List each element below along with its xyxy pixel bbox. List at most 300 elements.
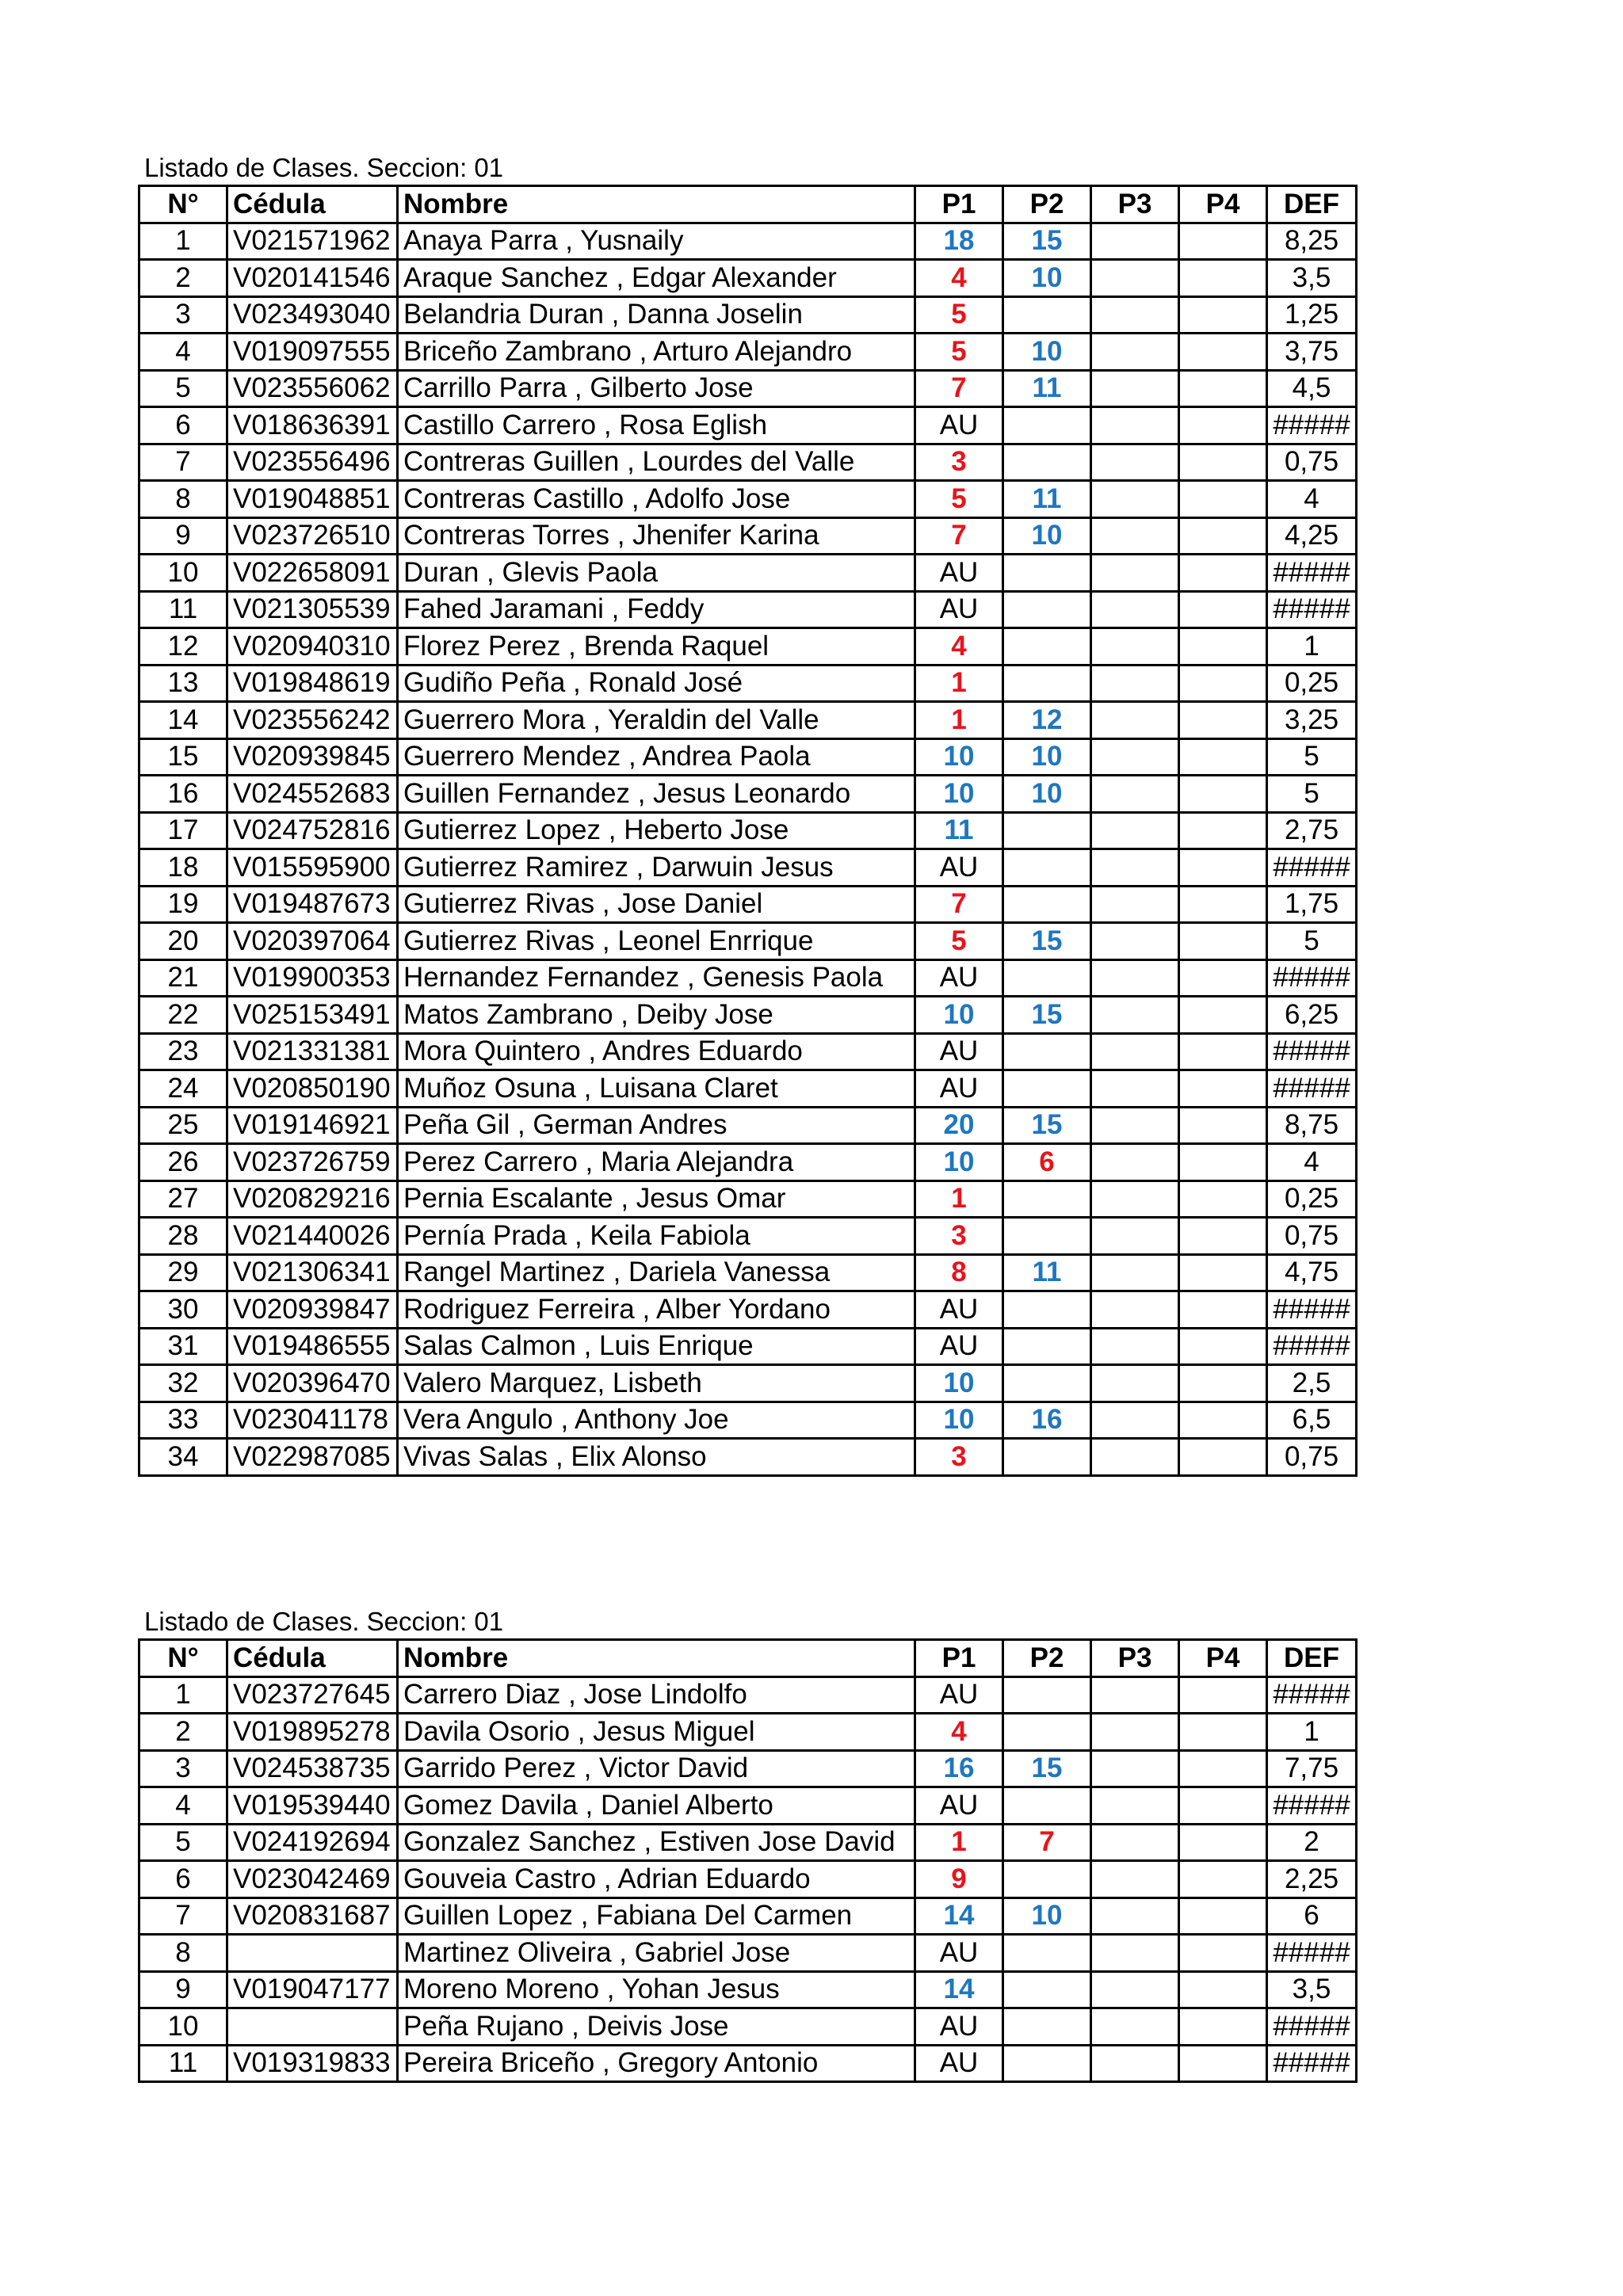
p3-cell (1091, 1676, 1179, 1714)
table-row (139, 959, 1357, 997)
table-row (139, 1180, 1357, 1218)
p2-cell (1003, 1180, 1091, 1218)
row-number: 19 (139, 886, 227, 923)
table-row (139, 1935, 1357, 1972)
p1-cell: AU (915, 1328, 1003, 1365)
def-cell: 4 (1267, 481, 1357, 518)
def-cell: 3,75 (1267, 334, 1357, 371)
table-row (139, 1218, 1357, 1255)
def-cell: 3,5 (1267, 260, 1357, 297)
p1-cell: 7 (915, 370, 1003, 407)
p4-cell (1179, 1291, 1267, 1329)
name-cell: Araque Sanchez , Edgar Alexander (398, 260, 915, 297)
p3-cell (1091, 1861, 1179, 1898)
p4-cell (1179, 1107, 1267, 1144)
table-row (139, 1144, 1357, 1181)
table-row (139, 886, 1357, 923)
row-number: 9 (139, 517, 227, 555)
def-cell: 6,5 (1267, 1402, 1357, 1439)
table-body (139, 223, 1357, 1475)
cedula-cell: V023042469 (227, 1861, 398, 1898)
p2-cell (1003, 1033, 1091, 1070)
p1-cell: 1 (915, 1180, 1003, 1218)
row-number: 26 (139, 1144, 227, 1181)
p2-cell: 10 (1003, 1897, 1091, 1935)
name-cell: Salas Calmon , Luis Enrique (398, 1328, 915, 1365)
p3-cell (1091, 1714, 1179, 1751)
cedula-cell: V020397064 (227, 923, 398, 960)
header-nombre: Nombre (398, 1640, 915, 1677)
p1-cell: AU (915, 1787, 1003, 1825)
p1-cell: AU (915, 2045, 1003, 2082)
p2-cell: 10 (1003, 517, 1091, 555)
cedula-cell: V023493040 (227, 296, 398, 334)
header-def: DEF (1267, 186, 1357, 223)
def-cell: ##### (1267, 591, 1357, 628)
p2-cell: 7 (1003, 1824, 1091, 1861)
section-caption: Listado de Clases. Seccion: 01 (144, 153, 504, 182)
row-number: 6 (139, 1861, 227, 1898)
def-cell: 0,25 (1267, 665, 1357, 702)
class-list-section-2 (138, 1605, 1350, 2083)
p3-cell (1091, 849, 1179, 887)
p1-cell: 10 (915, 776, 1003, 813)
p4-cell (1179, 1935, 1267, 1972)
row-number: 25 (139, 1107, 227, 1144)
p4-cell (1179, 776, 1267, 813)
cedula-cell: V023556496 (227, 444, 398, 481)
row-number: 23 (139, 1033, 227, 1070)
row-number: 3 (139, 1750, 227, 1787)
def-cell: 5 (1267, 923, 1357, 960)
name-cell: Gutierrez Lopez , Heberto Jose (398, 812, 915, 849)
row-number: 28 (139, 1218, 227, 1255)
p1-cell: AU (915, 1935, 1003, 1972)
header-p2: P2 (1003, 1640, 1091, 1677)
cedula-cell: V023556242 (227, 702, 398, 739)
cedula-cell: V020141546 (227, 260, 398, 297)
p2-cell (1003, 2008, 1091, 2046)
def-cell: 1,75 (1267, 886, 1357, 923)
p4-cell (1179, 1180, 1267, 1218)
p3-cell (1091, 1935, 1179, 1972)
p4-cell (1179, 849, 1267, 887)
p2-cell: 10 (1003, 260, 1091, 297)
cedula-cell: V022987085 (227, 1439, 398, 1476)
table-header-row (139, 1640, 1357, 1677)
name-cell: Rodriguez Ferreira , Alber Yordano (398, 1291, 915, 1329)
cedula-cell: V024552683 (227, 776, 398, 813)
name-cell: Muñoz Osuna , Luisana Claret (398, 1070, 915, 1108)
row-number: 2 (139, 260, 227, 297)
p3-cell (1091, 959, 1179, 997)
row-number: 14 (139, 702, 227, 739)
cedula-cell: V019487673 (227, 886, 398, 923)
name-cell: Carrillo Parra , Gilberto Jose (398, 370, 915, 407)
p2-cell: 10 (1003, 334, 1091, 371)
name-cell: Gudiño Peña , Ronald José (398, 665, 915, 702)
name-cell: Martinez Oliveira , Gabriel Jose (398, 1935, 915, 1972)
p3-cell (1091, 1824, 1179, 1861)
name-cell: Duran , Glevis Paola (398, 555, 915, 592)
p4-cell (1179, 2045, 1267, 2082)
name-cell: Vera Angulo , Anthony Joe (398, 1402, 915, 1439)
p3-cell (1091, 407, 1179, 444)
p2-cell (1003, 628, 1091, 666)
def-cell: ##### (1267, 2045, 1357, 2082)
p3-cell (1091, 1439, 1179, 1476)
table-row (139, 1033, 1357, 1070)
header-cedula: Cédula (227, 1640, 398, 1677)
p2-cell: 11 (1003, 1254, 1091, 1291)
name-cell: Peña Rujano , Deivis Jose (398, 2008, 915, 2046)
table-row (139, 555, 1357, 592)
p4-cell (1179, 923, 1267, 960)
def-cell: 0,75 (1267, 1218, 1357, 1255)
p2-cell: 11 (1003, 370, 1091, 407)
p2-cell (1003, 296, 1091, 334)
name-cell: Guillen Fernandez , Jesus Leonardo (398, 776, 915, 813)
name-cell: Guillen Lopez , Fabiana Del Carmen (398, 1897, 915, 1935)
cedula-cell: V022658091 (227, 555, 398, 592)
cedula-cell: V021440026 (227, 1218, 398, 1255)
name-cell: Pereira Briceño , Gregory Antonio (398, 2045, 915, 2082)
p4-cell (1179, 665, 1267, 702)
def-cell: 2,75 (1267, 812, 1357, 849)
def-cell: 5 (1267, 738, 1357, 776)
def-cell: ##### (1267, 849, 1357, 887)
name-cell: Moreno Moreno , Yohan Jesus (398, 1971, 915, 2008)
name-cell: Gutierrez Rivas , Jose Daniel (398, 886, 915, 923)
name-cell: Peña Gil , German Andres (398, 1107, 915, 1144)
def-cell: ##### (1267, 1328, 1357, 1365)
table-row (139, 1714, 1357, 1751)
table-row (139, 260, 1357, 297)
p3-cell (1091, 886, 1179, 923)
p1-cell: 5 (915, 334, 1003, 371)
name-cell: Guerrero Mora , Yeraldin del Valle (398, 702, 915, 739)
row-number: 11 (139, 2045, 227, 2082)
cedula-cell: V019486555 (227, 1328, 398, 1365)
row-number: 22 (139, 997, 227, 1034)
row-number: 7 (139, 1897, 227, 1935)
p2-cell: 16 (1003, 1402, 1091, 1439)
def-cell: 2,25 (1267, 1861, 1357, 1898)
table-row (139, 517, 1357, 555)
p3-cell (1091, 628, 1179, 666)
name-cell: Briceño Zambrano , Arturo Alejandro (398, 334, 915, 371)
p1-cell: AU (915, 1291, 1003, 1329)
p1-cell: 4 (915, 260, 1003, 297)
cedula-cell: V023556062 (227, 370, 398, 407)
row-number: 21 (139, 959, 227, 997)
cedula-cell: V019146921 (227, 1107, 398, 1144)
def-cell: 0,75 (1267, 444, 1357, 481)
def-cell: ##### (1267, 1291, 1357, 1329)
cedula-cell: V019848619 (227, 665, 398, 702)
def-cell: ##### (1267, 1935, 1357, 1972)
def-cell: ##### (1267, 1070, 1357, 1108)
cedula-cell: V015595900 (227, 849, 398, 887)
p4-cell (1179, 738, 1267, 776)
p4-cell (1179, 370, 1267, 407)
table-row (139, 1439, 1357, 1476)
p1-cell: AU (915, 407, 1003, 444)
cedula-cell: V019319833 (227, 2045, 398, 2082)
table-row (139, 1070, 1357, 1108)
p2-cell (1003, 1971, 1091, 2008)
p3-cell (1091, 1750, 1179, 1787)
p2-cell: 15 (1003, 923, 1091, 960)
p4-cell (1179, 1439, 1267, 1476)
p2-cell (1003, 1291, 1091, 1329)
p4-cell (1179, 1070, 1267, 1108)
p3-cell (1091, 591, 1179, 628)
p1-cell: AU (915, 1033, 1003, 1070)
name-cell: Belandria Duran , Danna Joselin (398, 296, 915, 334)
p3-cell (1091, 2045, 1179, 2082)
def-cell: 3,25 (1267, 702, 1357, 739)
p1-cell: 7 (915, 517, 1003, 555)
table-row (139, 591, 1357, 628)
p1-cell: 5 (915, 296, 1003, 334)
name-cell: Gutierrez Ramirez , Darwuin Jesus (398, 849, 915, 887)
p1-cell: 10 (915, 1365, 1003, 1402)
table-row (139, 1254, 1357, 1291)
row-number: 34 (139, 1439, 227, 1476)
name-cell: Carrero Diaz , Jose Lindolfo (398, 1676, 915, 1714)
table-row (139, 1365, 1357, 1402)
p4-cell (1179, 591, 1267, 628)
table-row (139, 1107, 1357, 1144)
p1-cell: 18 (915, 223, 1003, 260)
def-cell: 0,75 (1267, 1439, 1357, 1476)
table-row (139, 481, 1357, 518)
row-number: 8 (139, 481, 227, 518)
p4-cell (1179, 1402, 1267, 1439)
table-row (139, 1824, 1357, 1861)
p2-cell: 10 (1003, 738, 1091, 776)
name-cell: Davila Osorio , Jesus Miguel (398, 1714, 915, 1751)
p3-cell (1091, 444, 1179, 481)
p4-cell (1179, 296, 1267, 334)
p4-cell (1179, 481, 1267, 518)
row-number: 9 (139, 1971, 227, 2008)
p4-cell (1179, 444, 1267, 481)
cedula-cell: V018636391 (227, 407, 398, 444)
table-row (139, 738, 1357, 776)
cedula-cell: V020850190 (227, 1070, 398, 1108)
p3-cell (1091, 812, 1179, 849)
header-p4: P4 (1179, 186, 1267, 223)
p3-cell (1091, 517, 1179, 555)
def-cell: ##### (1267, 555, 1357, 592)
cedula-cell: V020831687 (227, 1897, 398, 1935)
row-number: 2 (139, 1714, 227, 1751)
cedula-cell: V020939847 (227, 1291, 398, 1329)
def-cell: 4,25 (1267, 517, 1357, 555)
p1-cell: AU (915, 959, 1003, 997)
table-row (139, 444, 1357, 481)
table-row (139, 1897, 1357, 1935)
p3-cell (1091, 1787, 1179, 1825)
p1-cell: AU (915, 849, 1003, 887)
def-cell: 6 (1267, 1897, 1357, 1935)
def-cell: 8,75 (1267, 1107, 1357, 1144)
p4-cell (1179, 334, 1267, 371)
header-p3: P3 (1091, 1640, 1179, 1677)
cedula-cell (227, 1935, 398, 1972)
table-row (139, 370, 1357, 407)
p2-cell (1003, 1676, 1091, 1714)
p4-cell (1179, 628, 1267, 666)
cedula-cell: V021571962 (227, 223, 398, 260)
p1-cell: 10 (915, 738, 1003, 776)
p3-cell (1091, 1402, 1179, 1439)
p4-cell (1179, 1750, 1267, 1787)
row-number: 6 (139, 407, 227, 444)
table-row (139, 923, 1357, 960)
def-cell: 1,25 (1267, 296, 1357, 334)
cedula-cell: V021306341 (227, 1254, 398, 1291)
table-row (139, 407, 1357, 444)
row-number: 1 (139, 223, 227, 260)
def-cell: 4,75 (1267, 1254, 1357, 1291)
header-p4: P4 (1179, 1640, 1267, 1677)
header-def: DEF (1267, 1640, 1357, 1677)
cedula-cell: V023041178 (227, 1402, 398, 1439)
header-p3: P3 (1091, 186, 1179, 223)
row-number: 5 (139, 370, 227, 407)
p2-cell: 12 (1003, 702, 1091, 739)
row-number: 1 (139, 1676, 227, 1714)
p1-cell: 14 (915, 1897, 1003, 1935)
cedula-cell: V021305539 (227, 591, 398, 628)
p2-cell (1003, 1714, 1091, 1751)
row-number: 7 (139, 444, 227, 481)
def-cell: 7,75 (1267, 1750, 1357, 1787)
p1-cell: 11 (915, 812, 1003, 849)
cedula-cell: V019895278 (227, 1714, 398, 1751)
p4-cell (1179, 997, 1267, 1034)
header-number: N° (139, 186, 227, 223)
p4-cell (1179, 1144, 1267, 1181)
row-number: 31 (139, 1328, 227, 1365)
header-p1: P1 (915, 1640, 1003, 1677)
p2-cell (1003, 812, 1091, 849)
p2-cell (1003, 1439, 1091, 1476)
cedula-cell: V020940310 (227, 628, 398, 666)
p3-cell (1091, 665, 1179, 702)
name-cell: Castillo Carrero , Rosa Eglish (398, 407, 915, 444)
p3-cell (1091, 334, 1179, 371)
table-row (139, 1402, 1357, 1439)
p1-cell: 7 (915, 886, 1003, 923)
def-cell: 1 (1267, 628, 1357, 666)
row-number: 20 (139, 923, 227, 960)
p4-cell (1179, 812, 1267, 849)
name-cell: Contreras Guillen , Lourdes del Valle (398, 444, 915, 481)
grades-table (138, 1638, 1358, 2083)
p1-cell: 4 (915, 1714, 1003, 1751)
p4-cell (1179, 1971, 1267, 2008)
header-p1: P1 (915, 186, 1003, 223)
name-cell: Gonzalez Sanchez , Estiven Jose David (398, 1824, 915, 1861)
p2-cell: 6 (1003, 1144, 1091, 1181)
p2-cell (1003, 886, 1091, 923)
p1-cell: AU (915, 1070, 1003, 1108)
table-row (139, 334, 1357, 371)
row-number: 18 (139, 849, 227, 887)
p4-cell (1179, 1897, 1267, 1935)
row-number: 4 (139, 334, 227, 371)
p1-cell: 10 (915, 997, 1003, 1034)
p4-cell (1179, 260, 1267, 297)
name-cell: Gutierrez Rivas , Leonel Enrrique (398, 923, 915, 960)
cedula-cell: V019900353 (227, 959, 398, 997)
table-header-row (139, 186, 1357, 223)
p4-cell (1179, 517, 1267, 555)
table-row (139, 223, 1357, 260)
name-cell: Guerrero Mendez , Andrea Paola (398, 738, 915, 776)
name-cell: Anaya Parra , Yusnaily (398, 223, 915, 260)
table-row (139, 2008, 1357, 2046)
row-number: 15 (139, 738, 227, 776)
def-cell: 2 (1267, 1824, 1357, 1861)
grades-table (138, 185, 1358, 1477)
name-cell: Fahed Jaramani , Feddy (398, 591, 915, 628)
row-number: 16 (139, 776, 227, 813)
row-number: 4 (139, 1787, 227, 1825)
p4-cell (1179, 702, 1267, 739)
p3-cell (1091, 1218, 1179, 1255)
def-cell: 1 (1267, 1714, 1357, 1751)
table-row (139, 1328, 1357, 1365)
p3-cell (1091, 1291, 1179, 1329)
header-p2: P2 (1003, 186, 1091, 223)
cedula-cell: V024192694 (227, 1824, 398, 1861)
p4-cell (1179, 959, 1267, 997)
table-row (139, 997, 1357, 1034)
p3-cell (1091, 738, 1179, 776)
cedula-cell: V020939845 (227, 738, 398, 776)
p1-cell: 20 (915, 1107, 1003, 1144)
row-number: 10 (139, 2008, 227, 2046)
name-cell: Contreras Torres , Jhenifer Karina (398, 517, 915, 555)
p1-cell: AU (915, 555, 1003, 592)
def-cell: 4,5 (1267, 370, 1357, 407)
p2-cell (1003, 2045, 1091, 2082)
name-cell: Garrido Perez , Victor David (398, 1750, 915, 1787)
p2-cell (1003, 591, 1091, 628)
def-cell: ##### (1267, 1033, 1357, 1070)
cedula-cell: V023727645 (227, 1676, 398, 1714)
p1-cell: AU (915, 2008, 1003, 2046)
p2-cell (1003, 1218, 1091, 1255)
p1-cell: 3 (915, 1218, 1003, 1255)
p2-cell (1003, 555, 1091, 592)
p4-cell (1179, 886, 1267, 923)
p4-cell (1179, 1218, 1267, 1255)
p2-cell (1003, 1935, 1091, 1972)
table-row (139, 296, 1357, 334)
p1-cell: AU (915, 591, 1003, 628)
p3-cell (1091, 296, 1179, 334)
p2-cell: 10 (1003, 776, 1091, 813)
p3-cell (1091, 1897, 1179, 1935)
p2-cell (1003, 1365, 1091, 1402)
name-cell: Hernandez Fernandez , Genesis Paola (398, 959, 915, 997)
